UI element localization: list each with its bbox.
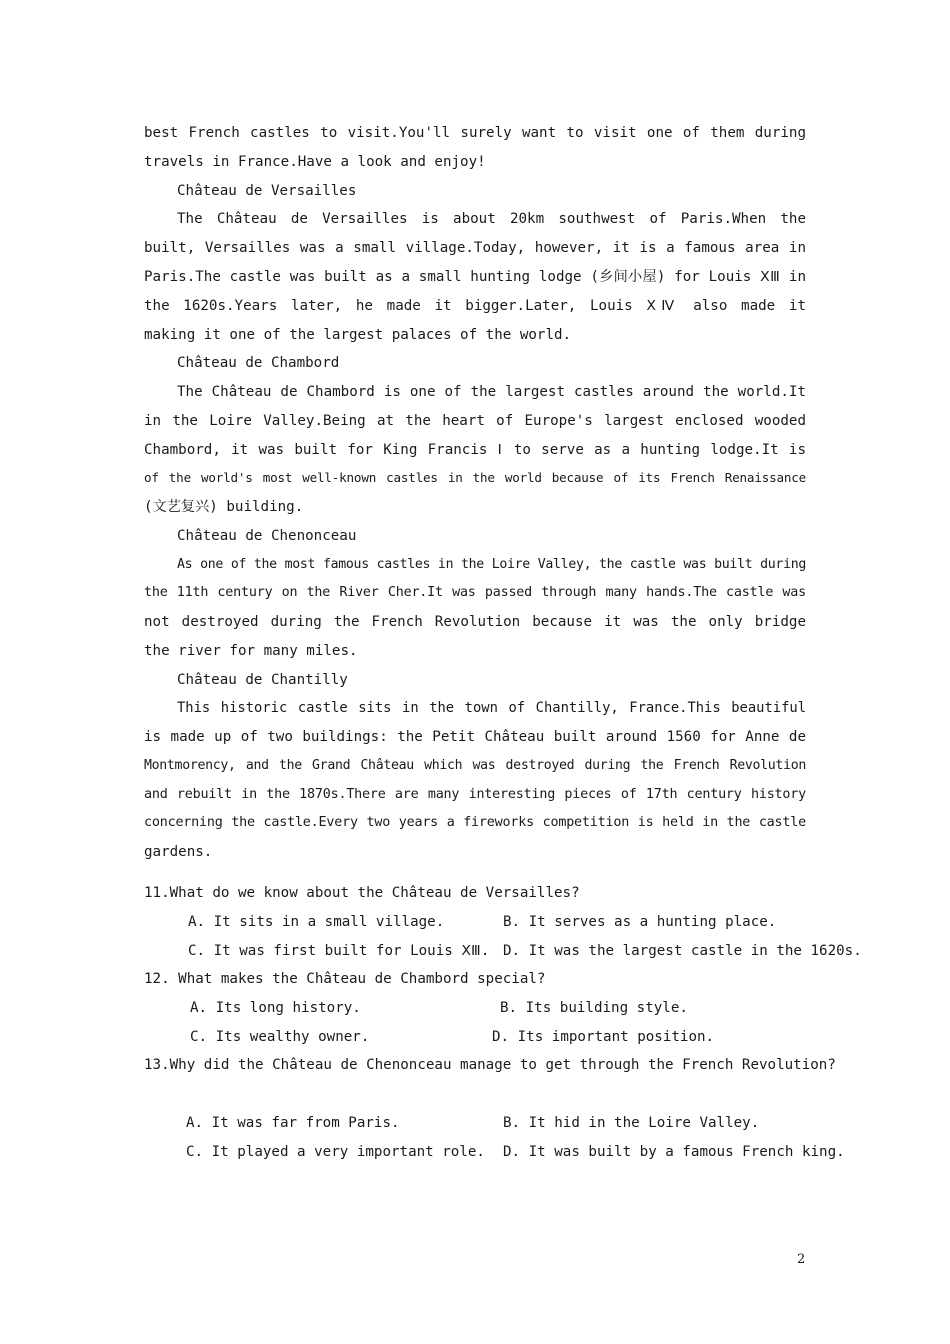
option-b: B. Its building style. bbox=[500, 1000, 688, 1016]
option-d: D. It was the largest castle in the 1620s. bbox=[503, 943, 862, 959]
option-c: C. It was first built for Louis ⅩⅢ. bbox=[188, 943, 490, 959]
option-d: D. It was built by a famous French king. bbox=[503, 1144, 845, 1160]
passage-line: best French castles to visit.You'll surely want to visit one of them during bbox=[144, 125, 806, 141]
passage-line: (文艺复兴) building. bbox=[144, 499, 304, 515]
question-stem: 12. What makes the Château de Chambord special? bbox=[144, 971, 546, 987]
section-heading: Château de Versailles bbox=[177, 183, 357, 199]
passage-line: the river for many miles. bbox=[144, 643, 358, 659]
section-heading: Château de Chantilly bbox=[177, 672, 348, 688]
passage-line: making it one of the largest palaces of the world. bbox=[144, 327, 572, 343]
section-heading: Château de Chenonceau bbox=[177, 528, 357, 544]
passage-line: Paris.The castle was built as a small hunting lodge (乡间小屋) for Louis ⅩⅢ in bbox=[144, 269, 806, 285]
section-heading: Château de Chambord bbox=[177, 355, 340, 371]
option-a: A. It sits in a small village. bbox=[188, 914, 445, 930]
passage-line: The Château de Chambord is one of the largest castles around the world.It bbox=[177, 384, 806, 400]
passage-line: in the Loire Valley.Being at the heart of Europe's largest enclosed wooded bbox=[144, 413, 806, 429]
option-b: B. It serves as a hunting place. bbox=[503, 914, 777, 930]
option-d: D. Its important position. bbox=[492, 1029, 715, 1045]
passage-line: Chambord, it was built for King Francis Ⅰ to serve as a hunting lodge.It is bbox=[144, 442, 806, 458]
option-a: A. It was far from Paris. bbox=[186, 1115, 400, 1131]
passage-line: of the world's most well-known castles in the world because of its French Renaissance bbox=[144, 470, 806, 485]
page-number: 2 bbox=[797, 1252, 806, 1267]
option-a: A. Its long history. bbox=[190, 1000, 361, 1016]
passage-line: Montmorency, and the Grand Château which was destroyed during the French Revolution bbox=[144, 758, 806, 773]
question-stem: 13.Why did the Château de Chenonceau manage to get through the French Revolution? bbox=[144, 1057, 836, 1073]
passage-line: is made up of two buildings: the Petit Château built around 1560 for Anne de bbox=[144, 729, 806, 745]
passage-line: concerning the castle.Every two years a fireworks competition is held in the castle bbox=[144, 815, 806, 830]
passage-line: and rebuilt in the 1870s.There are many interesting pieces of 17th century history bbox=[144, 787, 806, 802]
passage-line: the 11th century on the River Cher.It was passed through many hands.The castle was bbox=[144, 585, 806, 600]
passage-line: not destroyed during the French Revolution because it was the only bridge bbox=[144, 614, 806, 630]
option-b: B. It hid in the Loire Valley. bbox=[503, 1115, 760, 1131]
passage-line: As one of the most famous castles in the Loire Valley, the castle was built during bbox=[177, 557, 806, 572]
option-c: C. Its wealthy owner. bbox=[190, 1029, 370, 1045]
passage-line: The Château de Versailles is about 20km southwest of Paris.When the bbox=[177, 211, 806, 227]
passage-line: built, Versailles was a small village.Today, however, it is a famous area in bbox=[144, 240, 806, 256]
question-stem: 11.What do we know about the Château de Versailles? bbox=[144, 885, 580, 901]
passage-line: gardens. bbox=[144, 844, 213, 860]
passage-line: travels in France.Have a look and enjoy! bbox=[144, 154, 486, 170]
option-c: C. It played a very important role. bbox=[186, 1144, 485, 1160]
passage-line: the 1620s.Years later, he made it bigger.Later, Louis ⅩⅣ also made it bbox=[144, 298, 806, 314]
passage-line: This historic castle sits in the town of Chantilly, France.This beautiful bbox=[177, 700, 806, 716]
